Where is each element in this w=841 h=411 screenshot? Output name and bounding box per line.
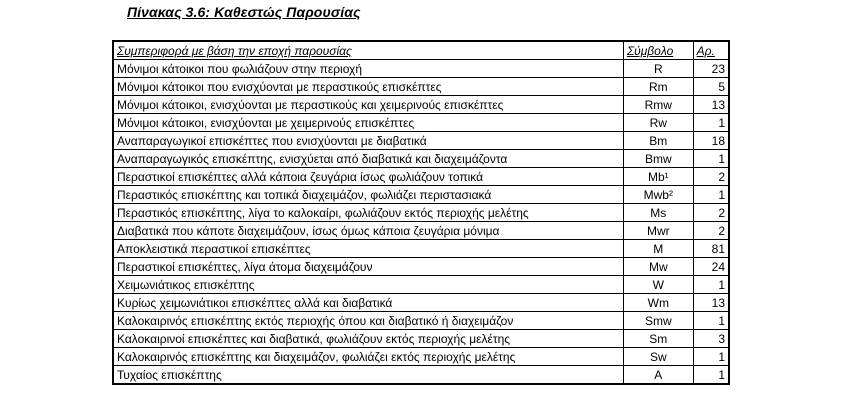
row-description: Καλοκαιρινός επισκέπτης εκτός περιοχής όπου και διαβατικό ή διαχειμάζον [113,312,623,330]
row-symbol: Bmw [623,150,693,168]
header-behavior: Συμπεριφορά με βάση την εποχή παρουσίας [113,41,623,60]
row-count: 24 [693,258,729,276]
row-symbol: R [623,60,693,78]
row-count: 18 [693,132,729,150]
row-count: 13 [693,294,729,312]
row-symbol: Rw [623,114,693,132]
table-row [113,96,729,114]
table-row [113,348,729,366]
row-description: Μόνιμοι κάτοικοι που ενισχύονται με περαστικούς επισκέπτες [113,78,623,96]
row-description: Περαστικός επισκέπτης, λίγα το καλοκαίρι, φωλιάζουν εκτός περιοχής μελέτης [113,204,623,222]
row-symbol: Sm [623,330,693,348]
row-count: 3 [693,330,729,348]
row-symbol: M [623,240,693,258]
row-description: Περαστικοί επισκέπτες, λίγα άτομα διαχειμάζουν [113,258,623,276]
row-description: Αναπαραγωγικός επισκέπτης, ενισχύεται από διαβατικά και διαχειμάζοντα [113,150,623,168]
row-description: Καλοκαιρινοί επισκέπτες και διαβατικά, φωλιάζουν εκτός περιοχής μελέτης [113,330,623,348]
table-row [113,186,729,204]
table-row [113,240,729,258]
table-header-row [113,41,729,60]
table-row [113,168,729,186]
row-symbol: Rmw [623,96,693,114]
row-symbol: Mwb² [623,186,693,204]
row-description: Περαστικός επισκέπτης και τοπικά διαχειμάζον, φωλιάζει περιστασιακά [113,186,623,204]
table-title: Πίνακας 3.6: Καθεστώς Παρουσίας [127,4,361,20]
row-description: Μόνιμοι κάτοικοι, ενισχύονται με περαστικούς και χειμερινούς επισκέπτες [113,96,623,114]
row-symbol: Ms [623,204,693,222]
table-row [113,204,729,222]
row-symbol: A [623,366,693,385]
row-description: Τυχαίος επισκέπτης [113,366,623,385]
presence-status-table [112,40,730,385]
table-row [113,276,729,294]
table-row [113,294,729,312]
row-count: 5 [693,78,729,96]
row-symbol: Bm [623,132,693,150]
row-description: Χειμωνιάτικος επισκέπτης [113,276,623,294]
row-count: 13 [693,96,729,114]
row-description: Κυρίως χειμωνιάτικοι επισκέπτες αλλά και διαβατικά [113,294,623,312]
row-description: Καλοκαιρινός επισκέπτης και διαχειμάζον, φωλιάζει εκτός περιοχής μελέτης [113,348,623,366]
header-symbol: Σύμβολο [623,41,693,60]
row-count: 2 [693,222,729,240]
row-count: 1 [693,366,729,385]
row-count: 23 [693,60,729,78]
table-row [113,366,729,385]
table-row [113,78,729,96]
row-description: Περαστικοί επισκέπτες αλλά κάποια ζευγάρια ίσως φωλιάζουν τοπικά [113,168,623,186]
row-description: Μόνιμοι κάτοικοι που φωλιάζουν στην περιοχή [113,60,623,78]
row-count: 1 [693,186,729,204]
table-row [113,150,729,168]
table-row [113,312,729,330]
row-symbol: Wm [623,294,693,312]
header-count: Αρ. [693,41,729,60]
row-count: 1 [693,348,729,366]
row-count: 2 [693,204,729,222]
row-description: Αναπαραγωγικοί επισκέπτες που ενισχύονται με διαβατικά [113,132,623,150]
row-count: 81 [693,240,729,258]
row-count: 1 [693,114,729,132]
row-count: 1 [693,276,729,294]
table-row [113,222,729,240]
row-description: Μόνιμοι κάτοικοι, ενισχύονται με χειμερινούς επισκέπτες [113,114,623,132]
table-row [113,60,729,78]
table-row [113,258,729,276]
row-symbol: W [623,276,693,294]
table-row [113,330,729,348]
row-symbol: Rm [623,78,693,96]
row-symbol: Mwr [623,222,693,240]
table-row [113,114,729,132]
row-symbol: Mb¹ [623,168,693,186]
row-description: Διαβατικά που κάποτε διαχειμάζουν, ίσως όμως κάποια ζευγάρια μόνιμα [113,222,623,240]
row-description: Αποκλειστικά περαστικοί επισκέπτες [113,240,623,258]
row-count: 1 [693,150,729,168]
table-row [113,132,729,150]
row-count: 2 [693,168,729,186]
row-symbol: Smw [623,312,693,330]
row-count: 1 [693,312,729,330]
row-symbol: Mw [623,258,693,276]
row-symbol: Sw [623,348,693,366]
